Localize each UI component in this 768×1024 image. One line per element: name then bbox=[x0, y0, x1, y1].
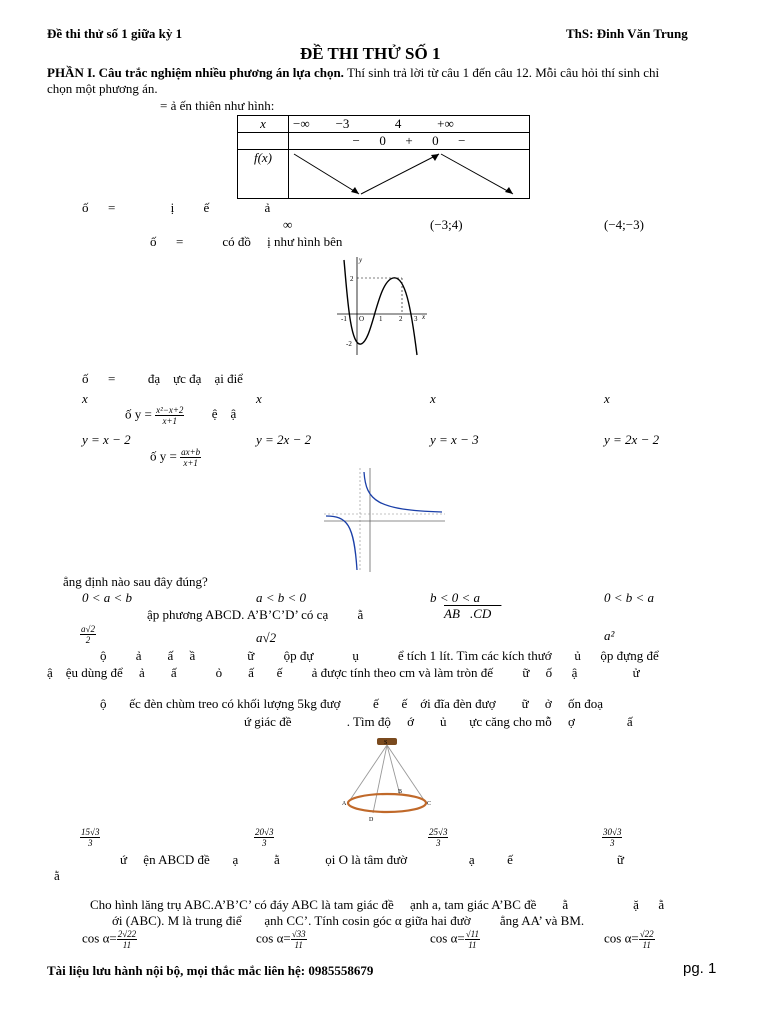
graph-tick-minus1: -1 bbox=[341, 315, 347, 323]
label-d: D bbox=[369, 817, 374, 823]
q8-option-b: $\frac{20√3}{3}$ bbox=[255, 827, 274, 848]
graph-tick-2: 2 bbox=[350, 275, 354, 283]
q9-line2: ằ bbox=[54, 868, 60, 883]
q8-option-d: $\frac{30√3}{3}$ bbox=[603, 827, 622, 848]
label-s: S bbox=[384, 740, 388, 746]
q4-option-a: y = x − 2 bbox=[82, 432, 131, 447]
q4-fraction: $\frac{\text{x²−x+2}}{x+1}$ bbox=[156, 405, 184, 426]
table-f-label: f(x) bbox=[238, 150, 289, 199]
q2-stem: ố = có đồ ị như hình bên bbox=[150, 234, 343, 249]
graph-tick-2x: 2 bbox=[399, 315, 403, 323]
q4-prefix: ố y = bbox=[125, 406, 152, 422]
part1-instructions: Thí sinh trả lời từ câu 1 đến câu 12. Mỗi câu hỏi thí sinh chỉ bbox=[343, 65, 660, 80]
q4-suffix: ệ ậ bbox=[211, 406, 237, 422]
hyperbola-graph bbox=[322, 466, 447, 574]
graph-tick-3: 3 bbox=[414, 315, 418, 323]
graph-tick-minus2: -2 bbox=[346, 340, 352, 348]
table-x-values: −∞ −3 4 +∞ bbox=[289, 116, 530, 133]
q1-option-b: (−3;4) bbox=[430, 217, 463, 232]
header-left: Đề thi thử số 1 giữa kỳ 1 bbox=[47, 26, 183, 41]
q3-option-a: x bbox=[82, 391, 88, 406]
q5-prefix: ố y = bbox=[150, 448, 177, 464]
q5-stem2: ẳng định nào sau đây đúng? bbox=[63, 574, 208, 589]
q10-option-d: cos α= $\frac{√22}{11}$ bbox=[604, 929, 654, 950]
graph-tick-1: 1 bbox=[379, 315, 383, 323]
chandelier-disc bbox=[348, 794, 426, 812]
part1-line2: chọn một phương án. bbox=[47, 81, 158, 96]
page-number: pg. 1 bbox=[683, 960, 717, 977]
q4-option-c: y = x − 3 bbox=[430, 432, 479, 447]
q5-fraction: $\frac{ax+b}{x+1}$ bbox=[181, 447, 201, 468]
q5-stem bbox=[150, 447, 201, 468]
q1-intro: = ả ến thiên như hình: bbox=[160, 98, 275, 113]
graph-origin: O bbox=[359, 315, 365, 323]
q5-option-c: b < 0 < a bbox=[430, 590, 481, 605]
table-sign-row: − 0 + 0 − bbox=[289, 133, 530, 150]
part1-label: PHẦN I. Câu trắc nghiệm nhiều phương án lựa chọn. bbox=[47, 65, 344, 80]
label-a: A bbox=[342, 801, 347, 807]
q6-option-a: $\frac{a√2}{2}$ bbox=[81, 624, 95, 645]
q4-stem bbox=[125, 405, 236, 426]
footer-contact: Tài liệu lưu hành nội bộ, mọi thắc mắc liên hệ: 0985558679 bbox=[47, 963, 374, 978]
graph-y-label: y bbox=[359, 256, 363, 264]
q3-option-b: x bbox=[256, 391, 262, 406]
q8-line2: ứ giác đề . Tìm độ ớ ủ ực căng cho mỗ ợ ấ bbox=[244, 714, 633, 729]
q8-option-a: $\frac{15√3}{3}$ bbox=[81, 827, 100, 848]
header-right: ThS: Đinh Văn Trung bbox=[566, 26, 688, 41]
q8-line1: ộ ếc đèn chùm treo có khối lượng 5kg đượ ế ế ới đĩa đèn đượ ữ ở ốn đoạ bbox=[100, 696, 604, 711]
q10-option-c: cos α= $\frac{√11}{11}$ bbox=[430, 929, 480, 950]
q3-option-c: x bbox=[430, 391, 436, 406]
label-c: C bbox=[427, 801, 432, 807]
q4-option-b: y = 2x − 2 bbox=[256, 432, 312, 447]
graph-x-label: x bbox=[422, 313, 426, 321]
q5-option-d: 0 < b < a bbox=[604, 590, 655, 605]
q4-option-d: y = 2x − 2 bbox=[604, 432, 660, 447]
q10-line1: Cho hình lăng trụ ABC.A’B’C’ có đáy ABC là tam giác đề ạnh a, tam giác A’BC đề ằ ặ ằ bbox=[90, 897, 665, 912]
q3-option-d: x bbox=[604, 391, 610, 406]
variation-arrows bbox=[289, 150, 529, 198]
q6-vector-expression: AB⃗.CD⃗ bbox=[444, 606, 502, 621]
table-x-label: x bbox=[238, 116, 289, 133]
q1-stem: ố = ị ế ả bbox=[82, 200, 271, 215]
q7-line1: ộ ả ấ ầ ữ ộp đự ụ ể tích 1 lít. Tìm các kích thướ ủ ộp đựng để bbox=[100, 648, 659, 663]
chandelier-figure bbox=[340, 735, 435, 823]
q10-line2: ới (ABC). M là trung điể ạnh CC’. Tính cosin góc α giữa hai đườ ẳng AA’ và BM. bbox=[112, 913, 585, 928]
q6-option-b: a√2 bbox=[256, 630, 277, 645]
q10-option-b: cos α= $\frac{√33}{11}$ bbox=[256, 929, 306, 950]
q5-option-b: a < b < 0 bbox=[256, 590, 307, 605]
q6-stem: ập phương ABCD. A’B’C’D’ có cạ ằ bbox=[147, 607, 364, 622]
cubic-graph bbox=[335, 252, 430, 357]
q7-line2: ậ ệu dùng để ả ấ ỏ ấ ế ả được tính theo cm và làm tròn đế ữ ố ậ ử bbox=[47, 665, 640, 680]
q5-option-a: 0 < a < b bbox=[82, 590, 133, 605]
label-b: B bbox=[398, 789, 403, 795]
q8-option-c: $\frac{25√3}{3}$ bbox=[429, 827, 448, 848]
q1-option-c: (−4;−3) bbox=[604, 217, 644, 232]
q6-option-d: a² bbox=[604, 628, 615, 643]
q9-line1: ứ ện ABCD đề ạ ằ ọi O là tâm đườ ạ ế ữ bbox=[120, 852, 624, 867]
page-title: ĐỀ THI THỬ SỐ 1 bbox=[300, 44, 441, 63]
q3-stem: ố = đạ ực đạ ại điể bbox=[82, 371, 243, 386]
q1-option-a: ∞ bbox=[283, 217, 293, 232]
variation-table bbox=[237, 115, 530, 199]
part1-line1 bbox=[47, 65, 659, 81]
q10-option-a: cos α= $\frac{2√22}{11}$ bbox=[82, 929, 137, 950]
